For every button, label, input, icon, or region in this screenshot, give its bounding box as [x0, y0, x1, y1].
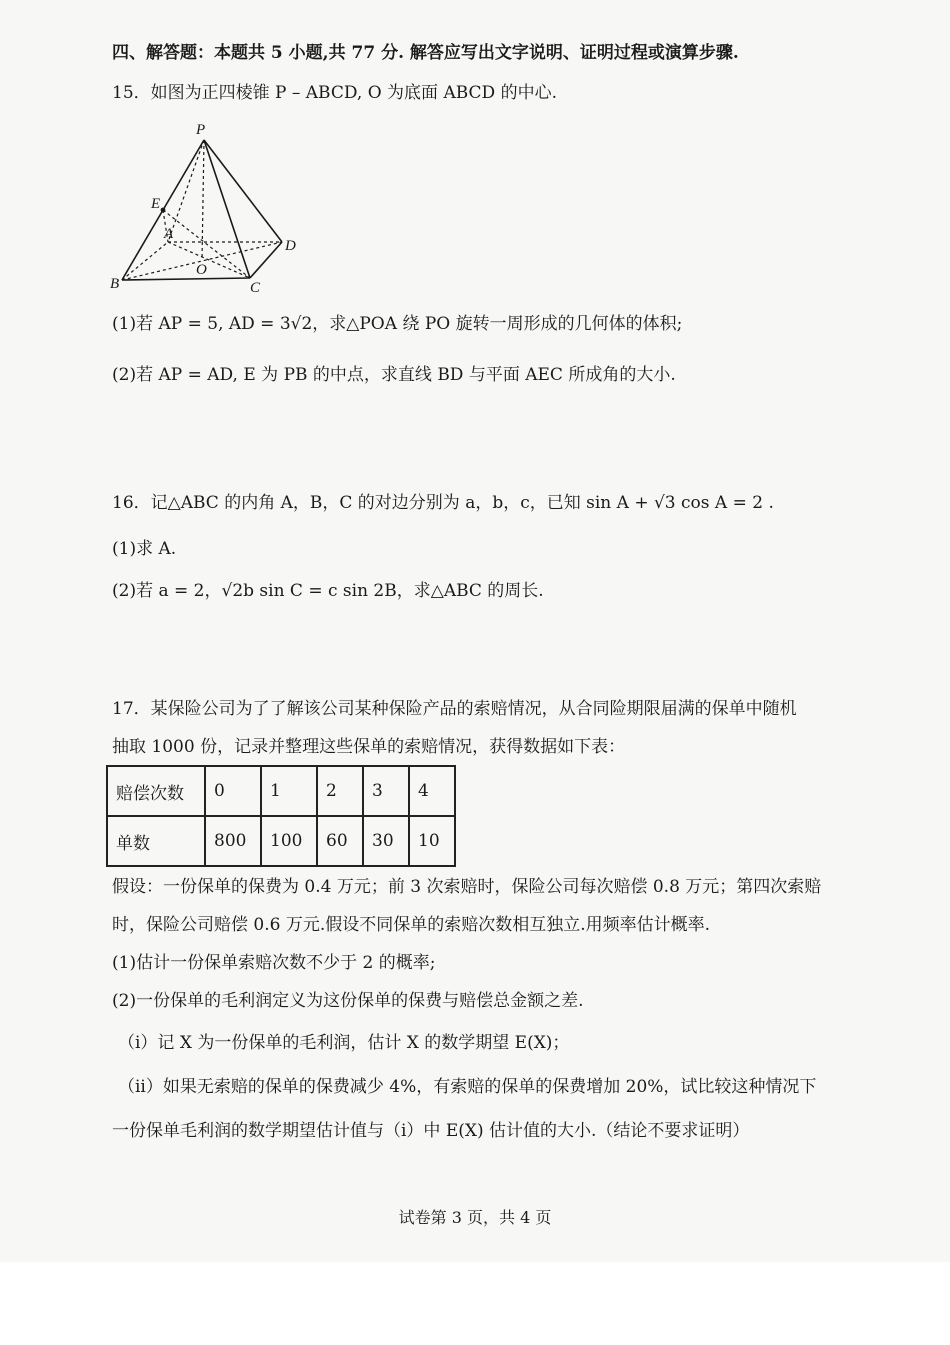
edge-cd — [250, 242, 282, 278]
table-row-policy-count — [107, 816, 455, 866]
q15-part2: (2)若 AP = AD, E 为 PB 的中点，求直线 BD 与平面 AEC 所成角的大小. — [112, 365, 676, 385]
table-cell: 100 — [261, 816, 317, 866]
table-cell: 10 — [409, 816, 455, 866]
table-cell: 0 — [205, 766, 261, 816]
q16-stem: 16．记△ABC 的内角 A，B，C 的对边分别为 a，b，c，已知 sin A + √3 cos A = 2 . — [112, 493, 774, 513]
edge-pc — [204, 140, 250, 278]
q17-part1: (1)估计一份保单索赔次数不少于 2 的概率; — [112, 953, 436, 973]
page-footer: 试卷第 3 页，共 4 页 — [398, 1208, 552, 1227]
q17-assume-line2: 时，保险公司赔偿 0.6 万元.假设不同保单的索赔次数相互独立.用频率估计概率. — [112, 915, 711, 935]
q16-part1: (1)求 A. — [112, 539, 177, 559]
q17-part2i: （i）记 X 为一份保单的毛利润，估计 X 的数学期望 E(X)； — [118, 1033, 570, 1053]
section-header: 四、解答题：本题共 5 小题,共 77 分. 解答应写出文字说明、证明过程或演算步骤. — [112, 43, 739, 63]
label-e: E — [151, 196, 161, 212]
label-a: A — [164, 226, 174, 242]
q17-part2ii-line1: （ii）如果无索赔的保单的保费减少 4%，有索赔的保单的保费增加 20%，试比较这种情况下 — [118, 1077, 817, 1097]
table-cell: 800 — [205, 816, 261, 866]
q17-assume-line1: 假设：一份保单的保费为 0.4 万元；前 3 次索赔时，保险公司每次赔偿 0.8 万元；第四次索赔 — [112, 877, 822, 897]
claims-table — [106, 765, 456, 867]
table-cell: 单数 — [107, 816, 205, 866]
q16-part2: (2)若 a = 2，√2b sin C = c sin 2B，求△ABC 的周长. — [112, 581, 544, 601]
pyramid-figure — [108, 118, 313, 296]
height-po — [202, 140, 204, 260]
table-cell: 30 — [363, 816, 409, 866]
table-cell: 2 — [317, 766, 363, 816]
label-o: O — [196, 262, 207, 278]
table-cell: 3 — [363, 766, 409, 816]
label-c: C — [250, 280, 261, 296]
table-cell: 1 — [261, 766, 317, 816]
q17-stem-line1: 17．某保险公司为了了解该公司某种保险产品的索赔情况，从合同险期限届满的保单中随机 — [112, 699, 797, 719]
edge-pd — [204, 140, 282, 242]
table-cell: 60 — [317, 816, 363, 866]
q15-stem: 15．如图为正四棱锥 P – ABCD, O 为底面 ABCD 的中心. — [112, 83, 557, 103]
diag-ac — [168, 242, 250, 278]
label-b: B — [110, 276, 120, 292]
point-e — [161, 208, 166, 213]
q15-part1: (1)若 AP = 5, AD = 3√2，求△POA 绕 PO 旋转一周形成的几何体的体积; — [112, 314, 683, 334]
label-d: D — [285, 238, 296, 254]
table-row-claims-count — [107, 766, 455, 816]
table-cell: 4 — [409, 766, 455, 816]
q17-part2: (2)一份保单的毛利润定义为这份保单的保费与赔偿总金额之差. — [112, 991, 584, 1011]
q17-part2ii-line2: 一份保单毛利润的数学期望估计值与（i）中 E(X) 估计值的大小.（结论不要求证明） — [112, 1121, 750, 1141]
edge-ab — [122, 242, 168, 280]
q17-stem-line2: 抽取 1000 份，记录并整理这些保单的索赔情况，获得数据如下表： — [112, 737, 626, 757]
table-cell: 赔偿次数 — [107, 766, 205, 816]
edge-bc — [122, 278, 250, 280]
label-p: P — [196, 122, 206, 138]
